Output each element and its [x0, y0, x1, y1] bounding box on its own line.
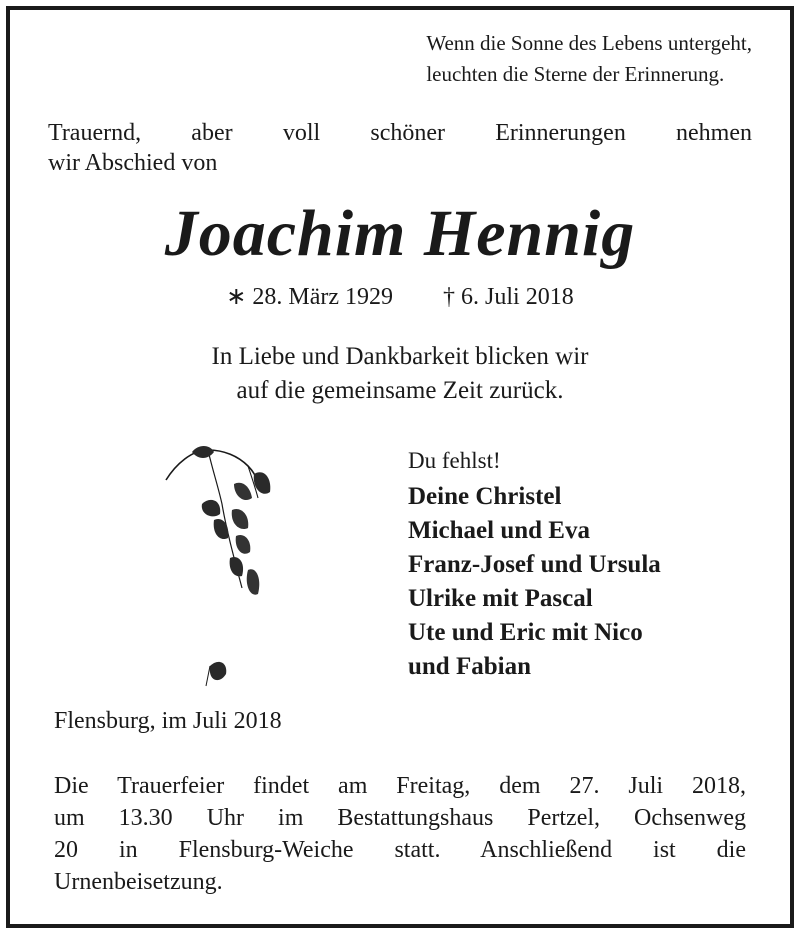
- intro-line-1: Trauernd, aber voll schöner Erinnerungen nehmen: [48, 120, 752, 146]
- funeral-line-2: um 13.30 Uhr im Bestattungshaus Pertzel, Ochsenweg: [54, 805, 746, 831]
- mourners-heading: Du fehlst!: [408, 448, 501, 473]
- mourner-line: Ute und Eric mit Nico: [408, 619, 643, 646]
- mourner-line: Michael und Eva: [408, 517, 590, 544]
- mourner-line: und Fabian: [408, 653, 531, 680]
- mourners-block: [408, 444, 661, 684]
- funeral-line-1: Die Trauerfeier findet am Freitag, dem 27. Juli 2018,: [54, 773, 746, 799]
- mourner-line: Ulrike mit Pascal: [408, 585, 593, 612]
- intro-line-2: wir Abschied von: [48, 150, 218, 176]
- remembrance-line-1: In Liebe und Dankbarkeit blicken wir: [211, 343, 589, 370]
- deceased-name: Joachim Hennig: [164, 197, 636, 270]
- intro-text: [48, 118, 752, 178]
- motto-line-1: Wenn die Sonne des Lebens untergeht,: [426, 31, 752, 55]
- funeral-line-4: Urnenbeisetzung.: [54, 869, 223, 895]
- birth-date: ∗ 28. März 1929: [226, 284, 394, 310]
- remembrance-line-2: auf die gemeinsame Zeit zurück.: [236, 377, 564, 404]
- funeral-line-3: 20 in Flensburg-Weiche statt. Anschließend ist die: [54, 837, 746, 863]
- motto-line-2: leuchten die Sterne der Erinnerung.: [426, 62, 725, 86]
- funeral-info: [54, 770, 746, 898]
- mourner-line: Deine Christel: [408, 483, 562, 510]
- motto: [426, 28, 752, 90]
- place-date: Flensburg, im Juli 2018: [54, 708, 282, 734]
- life-dates: [0, 282, 800, 311]
- mourner-line: Franz-Josef und Ursula: [408, 551, 661, 578]
- remembrance-text: [0, 340, 800, 408]
- death-date: † 6. Juli 2018: [443, 284, 574, 310]
- birch-branch-icon: [162, 438, 292, 694]
